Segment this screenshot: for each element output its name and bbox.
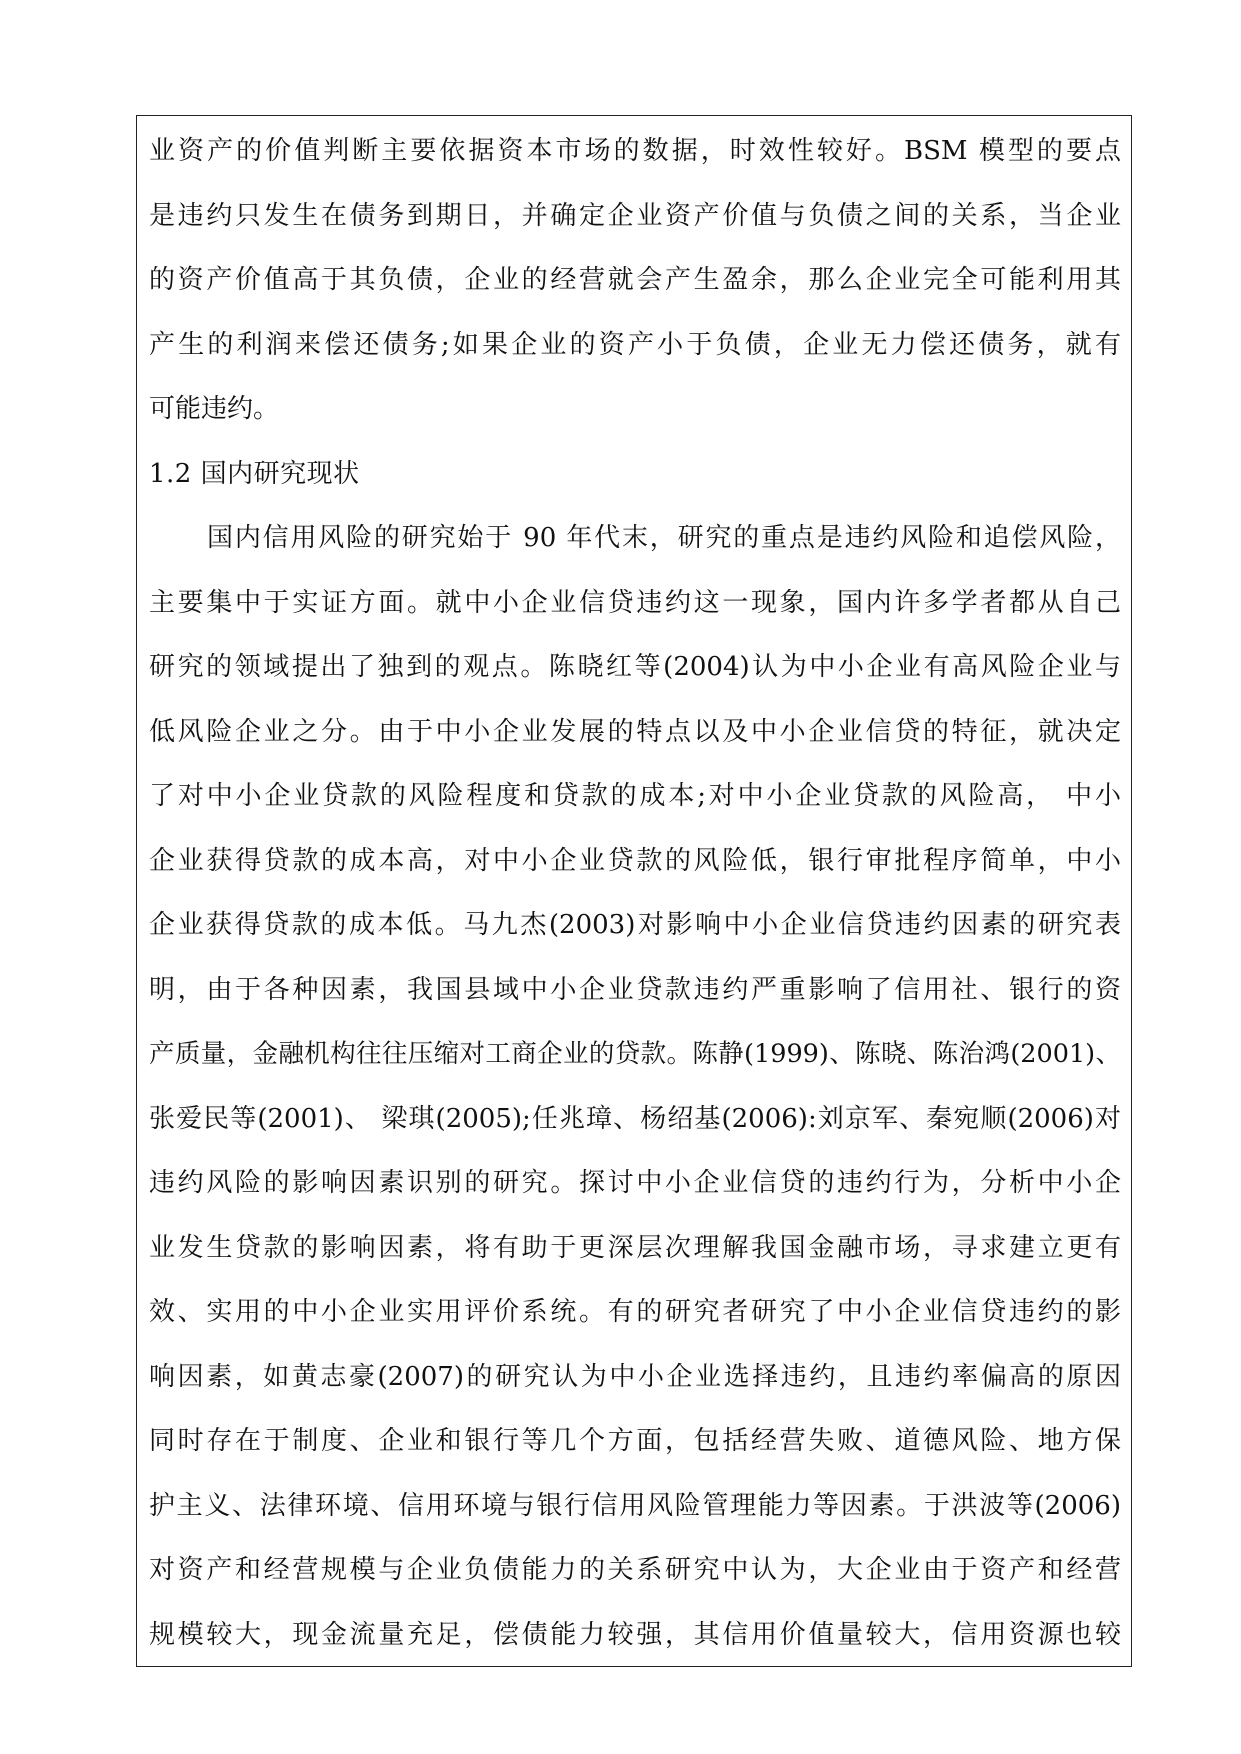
text-line: 规模较大，现金流量充足，偿债能力较强，其信用价值量较大，信用资源也较 xyxy=(149,1619,1121,1650)
text-line: 可能违约。 xyxy=(149,394,280,424)
text-line: 是违约只发生在债务到期日，并确定企业资产价值与负债之间的关系，当企业 xyxy=(149,200,1121,231)
text-line: 企业获得贷款的成本低。马九杰(2003)对影响中小企业信贷违约因素的研究表 xyxy=(149,910,1121,940)
text-line: 产生的利润来偿还债务;如果企业的资产小于负债，企业无力偿还债务，就有 xyxy=(149,329,1121,360)
text-line: 违约风险的影响因素识别的研究。探讨中小企业信贷的违约行为，分析中小企 xyxy=(149,1168,1121,1198)
text-line: 对资产和经营规模与企业负债能力的关系研究中认为，大企业由于资产和经营 xyxy=(149,1555,1121,1585)
text-line: 效、实用的中小企业实用评价系统。有的研究者研究了中小企业信贷违约的影 xyxy=(149,1297,1121,1327)
text-line: 了对中小企业贷款的风险程度和贷款的成本;对中小企业贷款的风险高， 中小 xyxy=(149,781,1121,811)
document-body xyxy=(149,129,1121,1677)
text-line: 护主义、法律环境、信用环境与银行信用风险管理能力等因素。于洪波等(2006) xyxy=(149,1490,1121,1521)
text-line: 张爱民等(2001)、 梁琪(2005);任兆璋、杨绍基(2006):刘京军、秦宛顺(2006)对 xyxy=(149,1103,1121,1134)
text-line: 低风险企业之分。由于中小企业发展的特点以及中小企业信贷的特征，就决定 xyxy=(149,716,1121,747)
text-line: 明，由于各种因素，我国县域中小企业贷款违约严重影响了信用社、银行的资 xyxy=(149,974,1121,1005)
text-line: 主要集中于实证方面。就中小企业信贷违约这一现象，国内许多学者都从自己 xyxy=(149,587,1121,618)
text-line: 研究的领域提出了独到的观点。陈晓红等(2004)认为中小企业有高风险企业与 xyxy=(149,652,1121,682)
section-heading: 1.2 国内研究现状 xyxy=(149,458,360,489)
text-line: 的资产价值高于其负债，企业的经营就会产生盈余，那么企业完全可能利用其 xyxy=(149,265,1121,295)
text-line: 企业获得贷款的成本高，对中小企业贷款的风险低，银行审批程序简单，中小 xyxy=(149,845,1121,876)
text-line: 响因素，如黄志豪(2007)的研究认为中小企业选择违约，且违约率偏高的原因 xyxy=(149,1361,1121,1392)
text-line: 业资产的价值判断主要依据资本市场的数据，时效性较好。BSM 模型的要点 xyxy=(149,136,1121,166)
text-line: 同时存在于制度、企业和银行等几个方面，包括经营失败、道德风险、地方保 xyxy=(149,1426,1121,1456)
paragraph-first-line: 国内信用风险的研究始于 90 年代末，研究的重点是违约风险和追偿风险， xyxy=(207,523,1121,553)
text-line: 业发生贷款的影响因素，将有助于更深层次理解我国金融市场，寻求建立更有 xyxy=(149,1232,1121,1263)
text-line: 产质量，金融机构往往压缩对工商企业的贷款。陈静(1999)、陈晓、陈治鸿(2001)、 xyxy=(149,1039,1121,1069)
